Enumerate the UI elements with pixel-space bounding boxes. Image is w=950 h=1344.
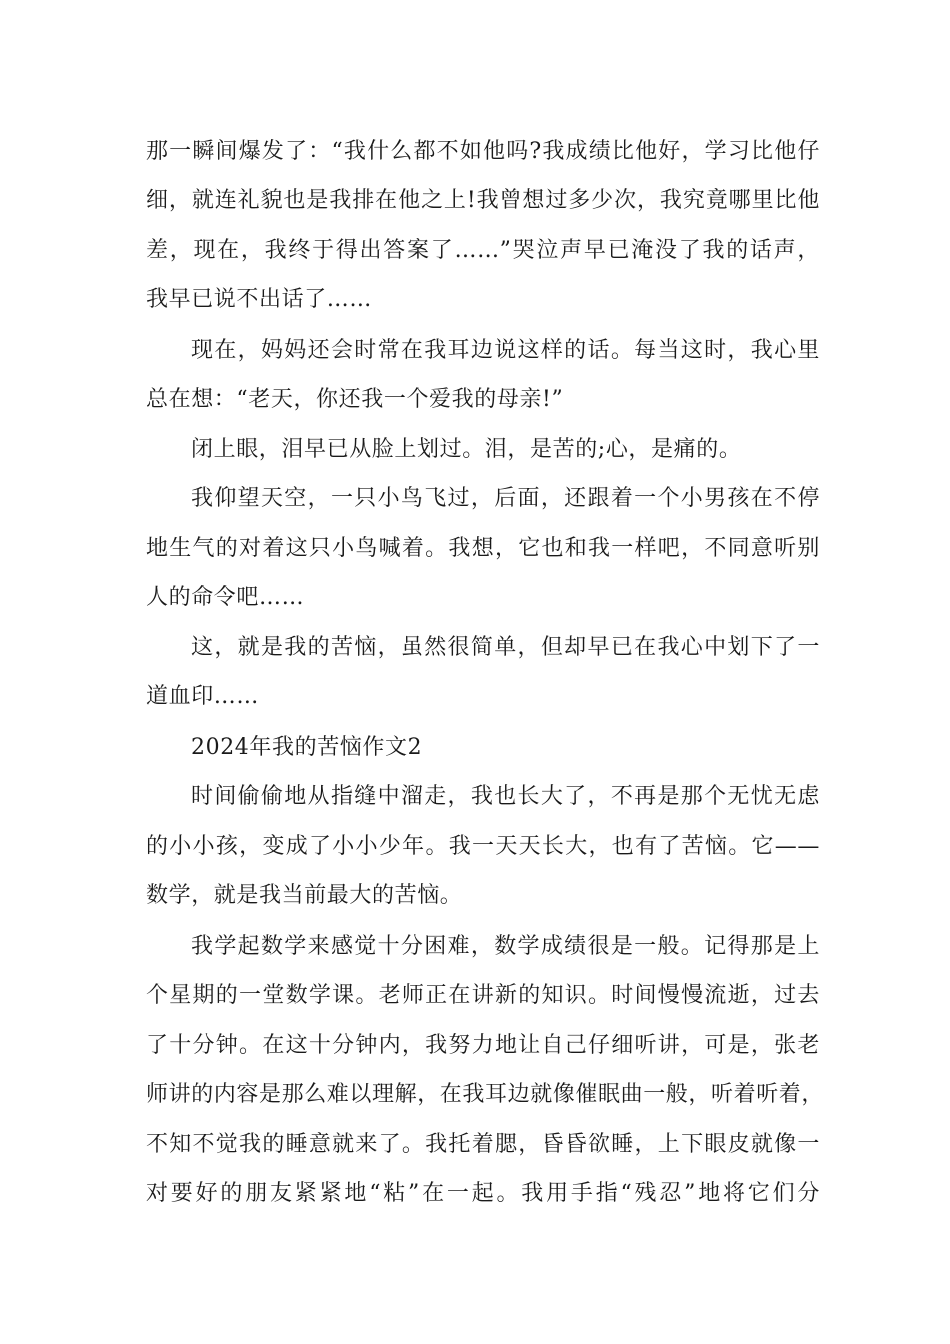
text-line: 的小小孩，变成了小小少年。我一天天长大，也有了苦恼。它—— bbox=[146, 834, 820, 859]
text-line: 个星期的一堂数学课。老师正在讲新的知识。时间慢慢流逝，过去 bbox=[146, 983, 820, 1008]
text-line: 对要好的朋友紧紧地“粘”在一起。我用手指“残忍”地将它们分 bbox=[146, 1181, 820, 1206]
text-line: 了十分钟。在这十分钟内，我努力地让自己仔细听讲，可是，张老 bbox=[146, 1033, 820, 1058]
section-heading: 2024年我的苦恼作文2 bbox=[191, 735, 423, 760]
text-line: 细，就连礼貌也是我排在他之上!我曾想过多少次，我究竟哪里比他 bbox=[146, 188, 820, 213]
text-line: 数学，就是我当前最大的苦恼。 bbox=[146, 883, 463, 908]
text-line: 差，现在，我终于得出答案了……”哭泣声早已淹没了我的话声， bbox=[146, 238, 820, 263]
text-line: 人的命令吧…… bbox=[146, 585, 305, 610]
text-line: 闭上眼，泪早已从脸上划过。泪，是苦的;心，是痛的。 bbox=[191, 437, 742, 462]
text-line: 道血印…… bbox=[146, 684, 260, 709]
text-line: 时间偷偷地从指缝中溜走，我也长大了，不再是那个无忧无虑 bbox=[191, 784, 820, 809]
text-line: 我早已说不出话了…… bbox=[146, 287, 373, 312]
text-line: 我仰望天空，一只小鸟飞过，后面，还跟着一个小男孩在不停 bbox=[191, 486, 820, 511]
text-line: 那一瞬间爆发了：“我什么都不如他吗?我成绩比他好，学习比他仔 bbox=[146, 139, 820, 164]
text-line: 我学起数学来感觉十分困难，数学成绩很是一般。记得那是上 bbox=[191, 934, 820, 959]
text-line: 现在，妈妈还会时常在我耳边说这样的话。每当这时，我心里 bbox=[191, 338, 820, 363]
text-line: 地生气的对着这只小鸟喊着。我想，它也和我一样吧，不同意听别 bbox=[146, 536, 820, 561]
text-line: 这，就是我的苦恼，虽然很简单，但却早已在我心中划下了一 bbox=[191, 635, 820, 660]
text-line: 师讲的内容是那么难以理解，在我耳边就像催眠曲一般，听着听着， bbox=[146, 1082, 825, 1107]
text-line: 不知不觉我的睡意就来了。我托着腮，昏昏欲睡，上下眼皮就像一 bbox=[146, 1132, 820, 1157]
text-line: 总在想：“老天，你还我一个爱我的母亲!” bbox=[146, 387, 564, 412]
